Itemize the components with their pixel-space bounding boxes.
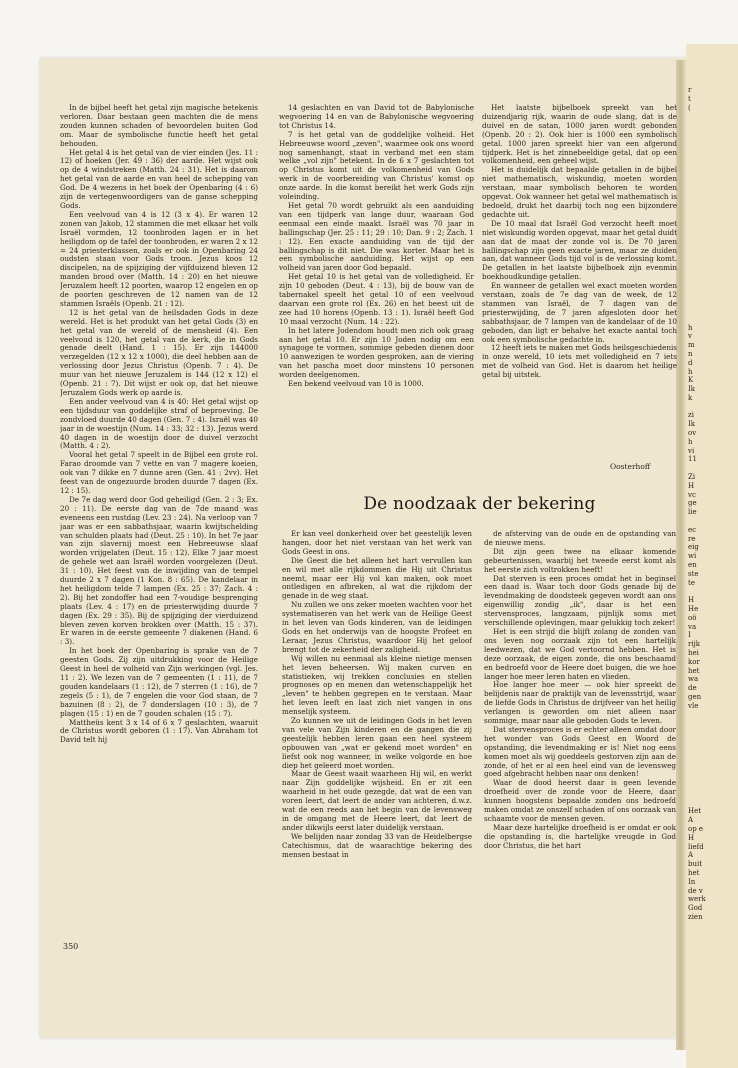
article-column-right	[484, 530, 676, 940]
paragraph: Vooral het getal 7 speelt in de Bijbel een grote rol. Farao droomde van 7 vette en van 7 magere koeien, ook van 7 dikke en 7 dunne aren (Gen. 41 : 2vv). Het feest van de ongezuurde broden duurde 7 dagen (Ex. 12 : 15).	[60, 450, 258, 495]
paragraph: En wanneer de getallen wel exact moeten worden verstaan, zoals de 7e dag van de week, de 12 stammen van Israël, de 7 dagen van de priesterwijding, de 7 jaren afgesloten door het sabbathsjaar, de 7 lampen van de kandelaar of de 10 geboden, dan ligt er behalve het exacte aantal toch ook een symbolische gedachte in.	[482, 281, 677, 344]
author-signature: Oosterhoff	[610, 462, 651, 471]
page-number: 350	[63, 942, 79, 951]
paragraph: Het getal 70 wordt gebruikt als een aanduiding van een tijdperk van lange duur, waaraan God eenmaal een einde maakt. Israël was 70 jaar in ballingschap (Jer. 25 : 11; 29 : 10; Dan. 9 : 2; Zach. 1 : 12). Een exacte aanduiding van de tijd der ballingschap is dit niet. Die was korter. Maar het is een symbolische aanduiding. Het wijst op een volheid van jaren door God bepaald.	[279, 200, 474, 273]
paragraph: Het getal 4 is het getal van de vier einden (Jes. 11 : 12) of hoeken (Jer. 49 : 36) der aarde. Het wijst ook op de 4 windstreken (Matth. 24 : 31). Het is daarom het getal van de aarde en van heel de schepping van God. De 4 wezens in het boek der Openbaring (4 : 6) zijn de vertegenwoordigers van de ganse schepping Gods.	[60, 147, 258, 210]
paragraph: Dit zijn geen twee na elkaar komende gebeurtenissen, waarbij het tweede eerst komt als het eerste zich voltrokken heeft!	[484, 546, 676, 574]
page-spine	[676, 60, 686, 1050]
paragraph: 12 is het getal van de heilsdaden Gods in deze wereld. Het is het produkt van het getal Gods (3) en het getal van de wereld of de mensheid (4). Een veelvoud is 120, het getal van de kerk, die in Gods genade deelt (Hand. 1 : 15). Er zijn 144000 verzegelden (12 x 12 x 1000), die deel hebben aan de verlossing door Jezus Christus (Openb. 7 : 4). De muur van het nieuwe Jeruzalem is 144 (12 x 12) el (Openb. 21 : 7). Dit wijst er ook op, dat het nieuwe Jeruzalem Gods werk op aarde is.	[60, 307, 258, 397]
paragraph: Mattheüs kent 3 x 14 of 6 x 7 geslachten, waaruit de Christus wordt geboren (1 : 17). Van Abraham tot David telt hij	[60, 717, 258, 745]
column-2	[279, 104, 474, 476]
paragraph: de afsterving van de oude en de opstanding van de nieuwe mens.	[484, 530, 676, 547]
paragraph: Maar deze hartelijke droefheid is er omdat er ook die opstanding is, die hartelijke vreugde in God door Christus, die het hart	[484, 822, 676, 850]
paragraph: Dat sterven is een proces omdat het in beginsel een daad is. Waar toch door Gods genade bij de levendmaking de doodsteek gegeven wordt aan ons eigenwillig zondig „ik", daar is het een stervensproces, langzaam, pijnlijk soms met verschillende oplevingen, maar gelukkig toch zeker!	[484, 573, 676, 628]
paragraph: Hoe langer hoe meer — ook hier spreekt de belijdenis naar de praktijk van de levensstrijd, waar de liefde Gods in Christus de drijfveer van het heilig verlangen is geworden om niet alleen naar sommige, maar naar alle geboden Gods te leven.	[484, 680, 676, 726]
paragraph: Het laatste bijbelboek spreekt van het duizendjarig rijk, waarin de oude slang, dat is de duivel en de satan, 1000 jaren wordt gebonden (Openb. 20 : 2). Ook hier is 1000 een symbolisch getal. 1000 jaren spreekt hier van een afgerond tijdperk. Het is het zinnebeeldige getal, dat op een volkomenheid, een geheel wijst.	[482, 104, 677, 166]
paragraph: Nu zullen we ons zeker moeten wachten voor het systematiseren van het werk van de Heilige Geest in het leven van Gods kinderen, van de leidingen Gods en het onderwijs van de hoogste Profeet en Leraar, Jezus Christus, waardoor Hij het geloof brengt tot de zekerheid der zaligheid.	[282, 600, 472, 654]
paragraph: De 10 maal dat Israël God verzocht heeft moet niet wiskundig worden opgevat, maar het getal duidt aan dat de maat der zonde vol is. De 70 jaren ballingschap zijn geen exacte jaren, maar ze duiden aan, dat wanneer Gods tijd vol is de verlossing komt. De getallen in het laatste bijbelboek zijn evenmin boekhoudkundige getallen.	[482, 218, 677, 282]
column-1	[60, 104, 258, 939]
paragraph: Waar de dood heerst daar is geen levende droefheid over de zonde voor de Heere, daar kunnen hoogstens bepaalde zonden ons bedroefd maken omdat ze onszelf schaden of ons oorzaak van schaamte voor de mensen geven.	[484, 778, 676, 823]
paragraph: 7 is het getal van de goddelijke volheid. Het Hebreeuwse woord „zeven", waarmee ook ons woord nog samenhangt, staat in verband met een stam welke „vol zijn" betekent. In de 6 x 7 geslachten tot op Christus komt uit de volkomenheid van Gods werk in de voorbereiding van Christus' komst op onze aarde. In die komst bereikt het werk Gods zijn voleinding.	[279, 129, 474, 202]
paragraph: In het latere Jodendom houdt men zich ook graag aan het getal 10. Er zijn 10 Joden nodig om een synagoge te vormen, sommige gebeden dienen door 10 aanwezigen te worden gesproken, aan de viering van het pascha moet door minstens 10 personen worden deelgenomen.	[279, 325, 474, 380]
paragraph: Maar de Geest waait waarheen Hij wil, en werkt naar Zijn goddelijke wijsheid. En er zit een waarheid in het oude gezegde, dat wat de een van voren leert, dat leert de ander van achteren, d.w.z. wat de een reeds aan het begin van de levensweg in de omgang met de Heere leert, dat leert de ander dikwijls eerst later duidelijk verstaan.	[282, 769, 472, 832]
next-page-edge	[686, 44, 738, 1068]
paragraph: 12 heeft iets te maken met Gods heilsgeschiedenis in onze wereld, 10 iets met volledigheid en 7 iets met de volheid van God. Het is daarom het heilige getal bij uitstek.	[482, 343, 677, 380]
paragraph: We belijden naar zondag 33 van de Heidelbergse Catechismus, dat de waarachtige bekering des mensen bestaat in	[282, 831, 472, 859]
paragraph: Het getal 10 is het getal van de volledigheid. Er zijn 10 geboden (Deut. 4 : 13), bij de bouw van de tabernakel speelt het getal 10 of een veelvoud daarvan een grote rol (Ex. 26) en het beest uit de zee had 10 horens (Openb. 13 : 1). Israël heeft God 10 maal verzocht (Num. 14 : 22).	[279, 272, 474, 326]
paragraph: Een bekend veelvoud van 10 is 1000.	[288, 379, 424, 389]
paragraph: In de bijbel heeft het getal zijn magische betekenis verloren. Daar bestaan geen machten die de mens zouden kunnen schaden of bevoordelen buiten God om. Maar de symbolische functie heeft het getal behouden.	[60, 104, 258, 148]
paragraph: Er kan veel donkerheid over het geestelijk leven hangen, door het niet verstaan van het werk van Gods Geest in ons.	[282, 530, 472, 556]
paragraph: Dat stervensproces is er echter alleen omdat door het wonder van Gods Geest en Woord de opstanding, die levendmaking er is! Niet nog eens komen moet als wij goeddeels gestorven zijn aan de zonde, of het er al een heel eind van de levensweg goed afgebracht hebben naar ons denken!	[484, 724, 676, 779]
paragraph: Zo kunnen we uit de leidingen Gods in het leven van vele van Zijn kinderen en de gangen die zij geestelijk hebben leren gaan een heel systeem opbouwen van „wat er gekend moet worden" en liefst ook nog wanneer, in welke volgorde en hoe diep het geleerd moet worden.	[282, 716, 472, 770]
paragraph: Wij willen nu eenmaal als kleine nietige mensen het leven beheersen. Wij maken curven en statistieken, wij trekken conclusies en stellen prognoses op en menen dan wetenschappelijk het „leven" te hebben gegrepen en te verstaan. Maar het leven leeft en laat zich niet vangen in ons menselijk systeem.	[282, 653, 472, 717]
column-3	[482, 104, 677, 476]
paragraph: De 7e dag werd door God geheiligd (Gen. 2 : 3; Ex. 20 : 11). De eerste dag van de 7de maand was eveneens een rustdag (Lev. 23 : 24). Na verloop van 7 jaar was er een sabbathsjaar, waarin kwijtschelding van schulden plaats had (Deut. 25 : 10). In het 7e jaar van zijn slavernij moest een Hebreeuwse slaaf worden vrijgelaten (Deut. 15 : 12). Elke 7 jaar moest de gehele wet aan Israël worden voorgelezen (Deut. 31 : 10). Het feest van de inwijding van de tempel duurde 2 x 7 dagen (1 Kon. 8 : 65). De kandelaar in het heiligdom telde 7 lampen (Ex. 25 : 37; Zach. 4 : 2). Bij het zondoffer had een 7-voudige besprenging plaats (Lev. 4 : 17) en de priesterwijding duurde 7 dagen (Ex. 29 : 35). Bij de spijziging der vierduizend bleven zeven korven brokken over (Matth. 15 : 37). Er waren in de eerste gemeente 7 diakenen (Hand. 6 : 3).	[60, 494, 258, 647]
paragraph: 14 geslachten en van David tot de Babylonische wegvoering 14 en van de Babylonische wegvoering tot Christus 14.	[279, 104, 474, 130]
paragraph: Een veelvoud van 4 is 12 (3 x 4). Er waren 12 zonen van Jakob, 12 stammen die met elkaar het volk Israël vormden, 12 toonbroden lagen er in het heiligdom op de tafel der toonbroden, er waren 2 x 12 = 24 priesterklassen, zoals er ook in Openbaring 24 oudsten staan voor Gods troon. Jezus koos 12 discipelen, na de spijziging der vijfduizend bleven 12 manden brood over (Matth. 14 : 20) en het nieuwe Jeruzalem heeft 12 poorten, waarop 12 engelen en op de poorten geschreven de 12 namen van de 12 stammen Israëls (Openb. 21 : 12).	[60, 209, 258, 308]
article-column-left	[282, 530, 472, 940]
paragraph: In het boek der Openbaring is sprake van de 7 geesten Gods. Zij zijn uitdrukking voor de Heilige Geest in heel de volheid van Zijn werkingen (vgl. Jes. 11 : 2). We lezen van de 7 gemeenten (1 : 11), de 7 gouden kandelaars (1 : 12), de 7 sterren (1 : 16), de 7 zegels (5 : 1), de 7 engelen die voor God staan, de 7 bazuinen (8 : 2), de 7 donderslagen (10 : 3), de 7 plagen (15 : 1) en de 7 gouden schalen (15 : 7).	[60, 646, 258, 718]
paragraph: Een ander veelvoud van 4 is 40: Het getal wijst op een tijdsduur van goddelijke straf of beproeving. De zondvloed duurde 40 dagen (Gen. 7 : 4). Israël was 40 jaar in de woestijn (Num. 14 : 33; 32 : 13). Jezus werd 40 dagen in de woestijn door de duivel verzocht (Matth. 4 : 2).	[60, 396, 258, 451]
paragraph: Het is een strijd die blijft zolang de zonden van ons leven nog oorzaak zijn tot een hartelijk leedwezen, dat we God vertoornd hebben. Het is deze oorzaak, de eigen zonde, die ons beschaamd en bedroefd voor de Heere doet buigen, die we hoe langer hoe meer leren haten en vlieden.	[484, 626, 676, 681]
article-title: De noodzaak der bekering	[363, 494, 596, 514]
paragraph: Het is duidelijk dat bepaalde getallen in de bijbel niet mathematisch, wiskundig, moeten worden verstaan, maar symbolisch behoren te worden opgevat. Ook wanneer het getal wel mathematisch is bedoeld, drukt het daarbij toch nog een bijzondere gedachte uit.	[482, 165, 677, 219]
next-page-text-fragments: r t ( h v m n d h K Ik k zi Ik ov h vi 11 Zi H vc ge lie ec re eig wi en ste te H He oö va I rijk hei kor het wa de gen vle Het A op e H liefd A buit het In de v werk God zien	[688, 86, 706, 921]
paragraph: Die Geest die het alleen het hart vervullen kan en wil met alle rijkdommen die Hij uit Christus neemt, maar eer Hij vol kan maken, ook moet ontledigen en afbreken, al wat die rijkdom der genade in de weg staat.	[282, 555, 472, 601]
